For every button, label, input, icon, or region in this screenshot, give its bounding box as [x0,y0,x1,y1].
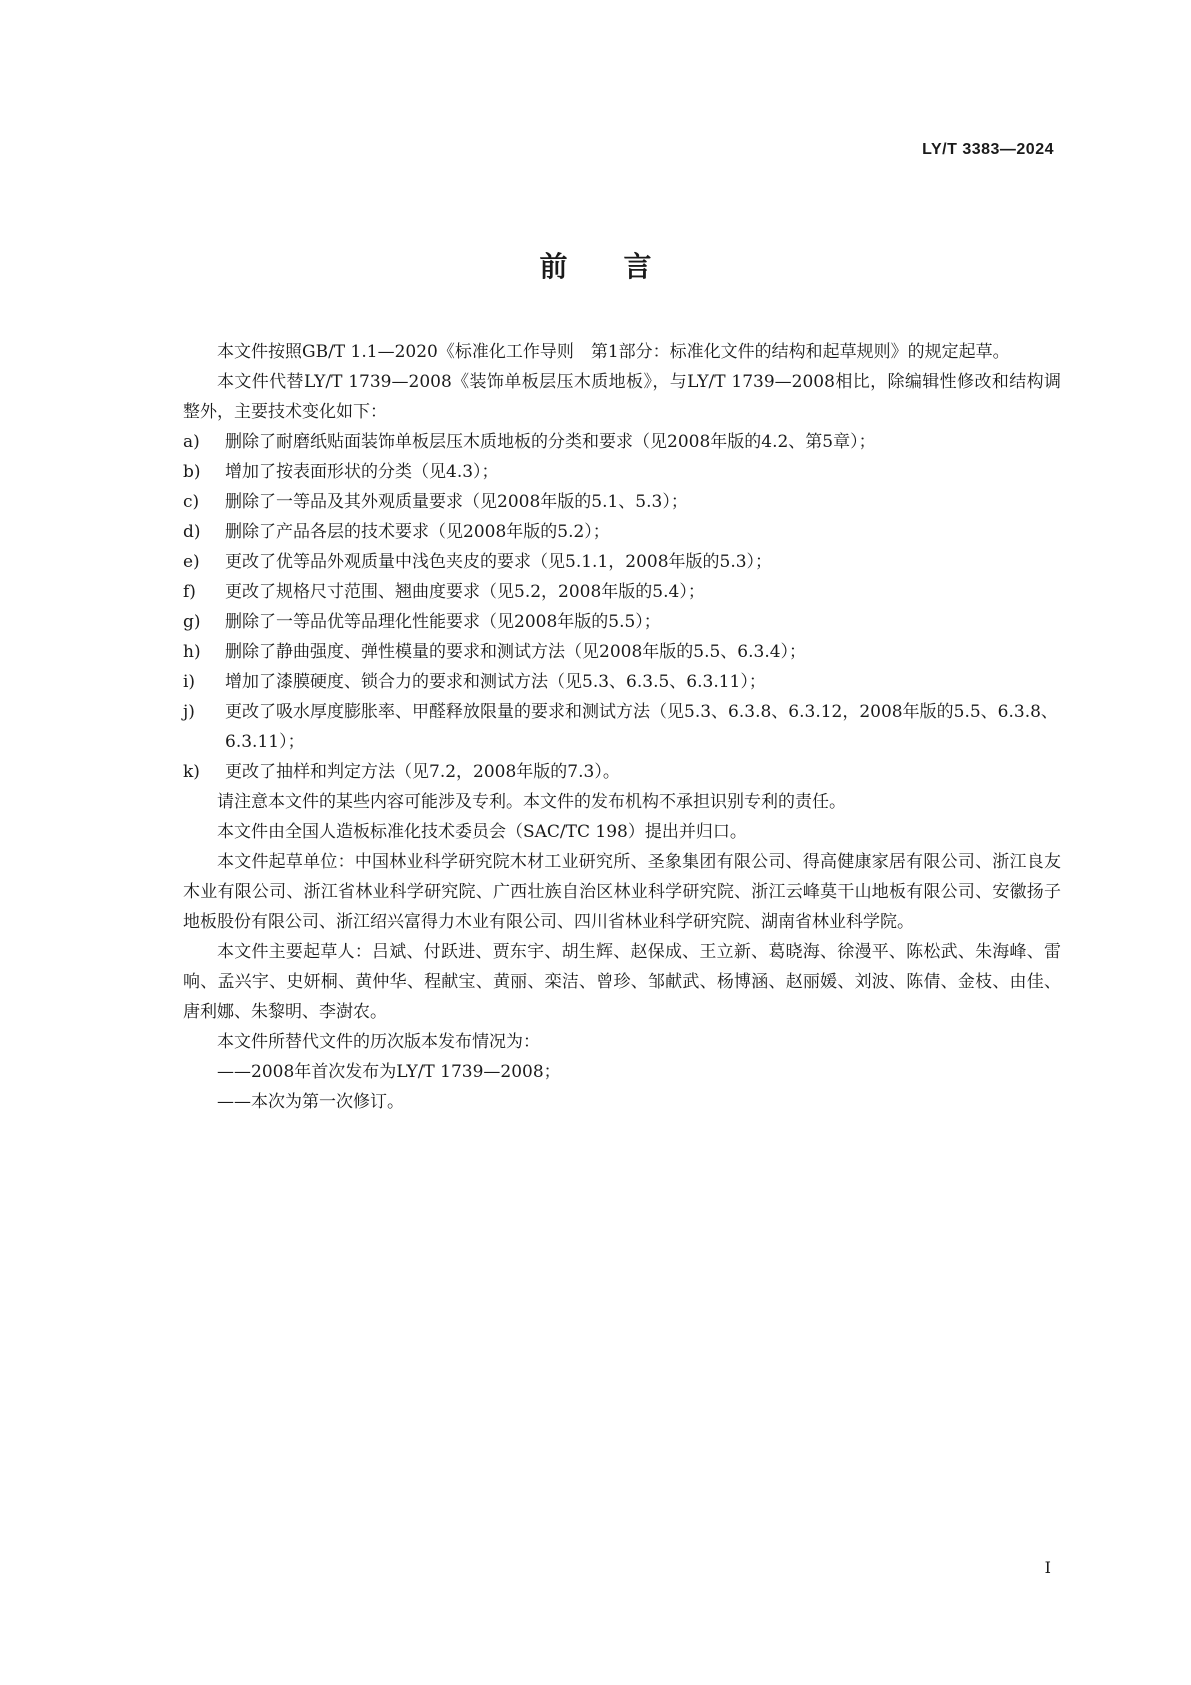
list-item-text: 删除了耐磨纸贴面装饰单板层压木质地板的分类和要求（见2008年版的4.2、第5章）； [225,432,876,452]
list-marker: g) [183,612,201,632]
list-marker: h) [183,642,201,662]
paragraph-replacement: 本文件代替LY/T 1739—2008《装饰单板层压木质地板》，与LY/T 1739—2008相比，除编辑性修改和结构调整外，主要技术变化如下： [183,372,1061,422]
page-number: I [1044,1558,1051,1577]
list-marker: j) [183,702,195,722]
list-marker: i) [183,672,196,692]
list-item-text: 删除了产品各层的技术要求（见2008年版的5.2）； [225,522,610,542]
list-item-text: 删除了静曲强度、弹性模量的要求和测试方法（见2008年版的5.5、6.3.4）； [225,642,807,662]
paragraph-proposer: 本文件由全国人造板标准化技术委员会（SAC/TC 198）提出并归口。 [217,822,747,842]
paragraph-drafting-basis: 本文件按照GB/T 1.1—2020《标准化工作导则 第1部分：标准化文件的结构和起草规则》的规定起草。 [217,342,1010,362]
paragraph-drafting-units: 本文件起草单位：中国林业科学研究院木材工业研究所、圣象集团有限公司、得高健康家居有限公司、浙江良友木业有限公司、浙江省林业科学研究院、广西壮族自治区林业科学研究院、浙江云峰莫干山地板有限公司、安徽扬子地板股份有限公司、浙江绍兴富得力木业有限公司、四川省林业科学研究院、湖南省林业科学院。 [183,852,1061,932]
list-item [183,637,1061,667]
list-item-text: 更改了规格尺寸范围、翘曲度要求（见5.2，2008年版的5.4）； [225,582,705,602]
list-item [183,577,1061,607]
list-item-text: 更改了优等品外观质量中浅色夹皮的要求（见5.1.1，2008年版的5.3）； [225,552,773,572]
list-item [183,487,1061,517]
list-item [183,757,1061,787]
list-item [183,667,1061,697]
list-marker: d) [183,522,201,542]
list-item [183,697,1061,757]
list-item [183,457,1061,487]
list-item [183,427,1061,457]
list-marker: f) [183,582,196,602]
document-body [183,337,1061,1117]
list-item [183,607,1061,637]
paragraph-version-history: 本文件所替代文件的历次版本发布情况为： [217,1032,540,1052]
list-marker: e) [183,552,200,572]
list-item-text: 更改了吸水厚度膨胀率、甲醛释放限量的要求和测试方法（见5.3、6.3.8、6.3.12，2008年版的5.5、6.3.8、6.3.11）； [225,702,1058,752]
list-item-text: 增加了按表面形状的分类（见4.3）； [225,462,499,482]
page-title: 前言 [539,250,708,283]
history-item: ——2008年首次发布为LY/T 1739—2008； [217,1062,561,1082]
list-marker: c) [183,492,200,512]
list-marker: k) [183,762,200,782]
list-item [183,517,1061,547]
list-item-text: 删除了一等品优等品理化性能要求（见2008年版的5.5）； [225,612,661,632]
list-item-text: 删除了一等品及其外观质量要求（见2008年版的5.1、5.3）； [225,492,688,512]
history-item: ——本次为第一次修订。 [217,1092,404,1112]
list-item-text: 增加了漆膜硬度、锁合力的要求和测试方法（见5.3、6.3.5、6.3.11）； [225,672,766,692]
changes-list [183,427,1061,787]
list-marker: b) [183,462,201,482]
list-item-text: 更改了抽样和判定方法（见7.2，2008年版的7.3）。 [225,762,620,782]
document-code: LY/T 3383—2024 [922,141,1054,158]
list-item [183,547,1061,577]
list-marker: a) [183,432,200,452]
paragraph-drafters: 本文件主要起草人：吕斌、付跃进、贾东宇、胡生辉、赵保成、王立新、葛晓海、徐漫平、陈松武、朱海峰、雷响、孟兴宇、史妍桐、黄仲华、程献宝、黄丽、栾洁、曾珍、邹献武、杨博涵、赵丽媛、刘波、陈倩、金枝、由佳、唐利娜、朱黎明、李澍农。 [183,942,1061,1022]
paragraph-patent-notice: 请注意本文件的某些内容可能涉及专利。本文件的发布机构不承担识别专利的责任。 [217,792,846,812]
